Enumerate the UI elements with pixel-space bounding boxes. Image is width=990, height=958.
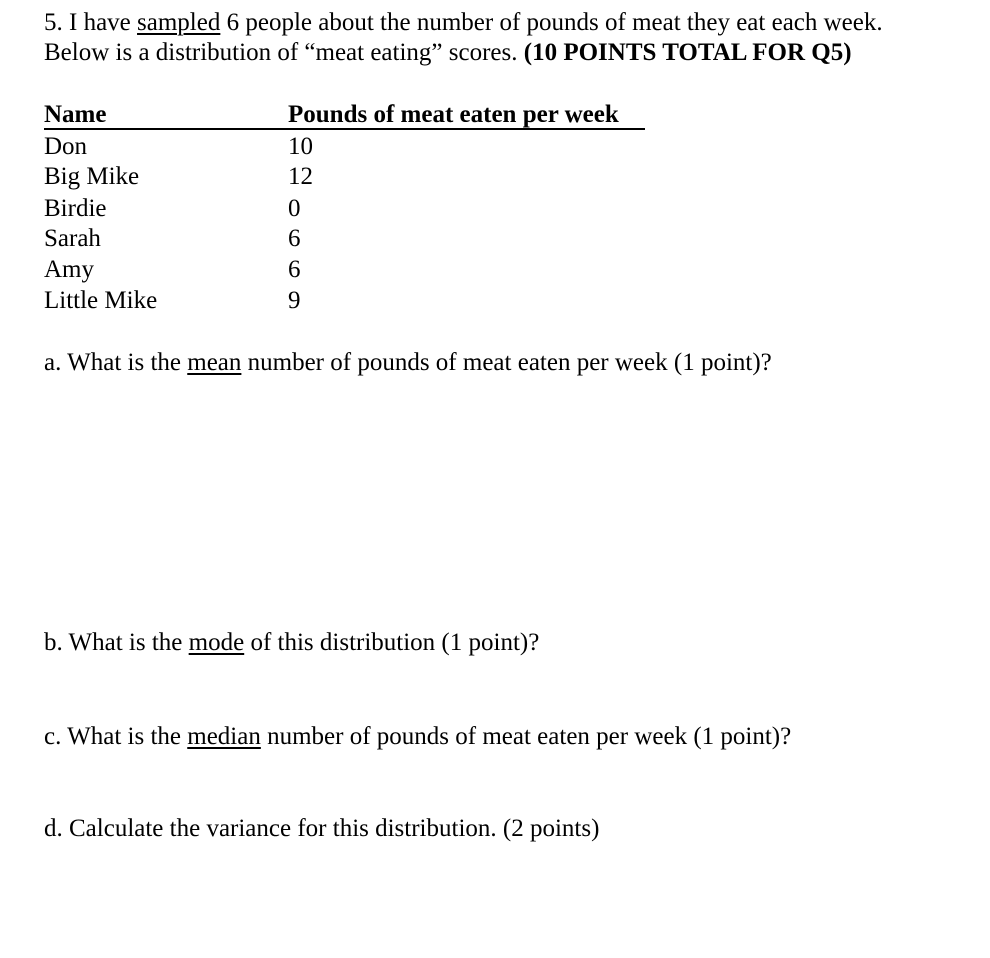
part-b-suffix: of this distribution (1 point)?	[244, 629, 540, 656]
question-line-2	[44, 38, 852, 68]
table-cell-value: 10	[288, 133, 313, 160]
table-cell-name: Birdie	[44, 195, 107, 222]
question-points: (10 POINTS TOTAL FOR Q5)	[523, 39, 852, 66]
table-cell-name: Big Mike	[44, 163, 140, 190]
table-cell-value: 12	[288, 163, 313, 190]
part-a-suffix: number of pounds of meat eaten per week (1 point)?	[241, 349, 772, 376]
table-cell-name: Amy	[44, 256, 94, 283]
table-cell-value: 9	[288, 287, 301, 314]
part-c-underlined: median	[187, 723, 261, 750]
table-cell-value: 6	[288, 256, 301, 283]
part-a-prefix: a. What is the	[44, 349, 188, 376]
table-cell-value: 0	[288, 195, 301, 222]
question-line-2-text: Below is a distribution of “meat eating” scores.	[44, 39, 524, 66]
part-b-underlined: mode	[188, 629, 245, 656]
table-header-rule	[44, 128, 645, 130]
table-header-value: Pounds of meat eaten per week	[288, 101, 619, 128]
part-a-underlined: mean	[187, 349, 242, 376]
question-line-1	[44, 8, 883, 38]
part-a	[44, 348, 772, 378]
part-b	[44, 628, 539, 658]
table-header-name: Name	[44, 101, 107, 128]
question-underlined-sampled: sampled	[137, 9, 221, 36]
part-c-suffix: number of pounds of meat eaten per week (1 point)?	[260, 723, 792, 750]
part-c-prefix: c. What is the	[44, 723, 188, 750]
table-cell-name: Don	[44, 133, 88, 160]
table-cell-name: Sarah	[44, 225, 101, 252]
part-c	[44, 722, 791, 752]
question-line-1-prefix: 5. I have	[44, 9, 138, 36]
part-d: d. Calculate the variance for this distribution. (2 points)	[44, 815, 600, 842]
question-line-1-suffix: 6 people about the number of pounds of meat they eat each week.	[220, 9, 883, 36]
table-cell-name: Little Mike	[44, 287, 158, 314]
part-b-prefix: b. What is the	[44, 629, 189, 656]
table-cell-value: 6	[288, 225, 301, 252]
